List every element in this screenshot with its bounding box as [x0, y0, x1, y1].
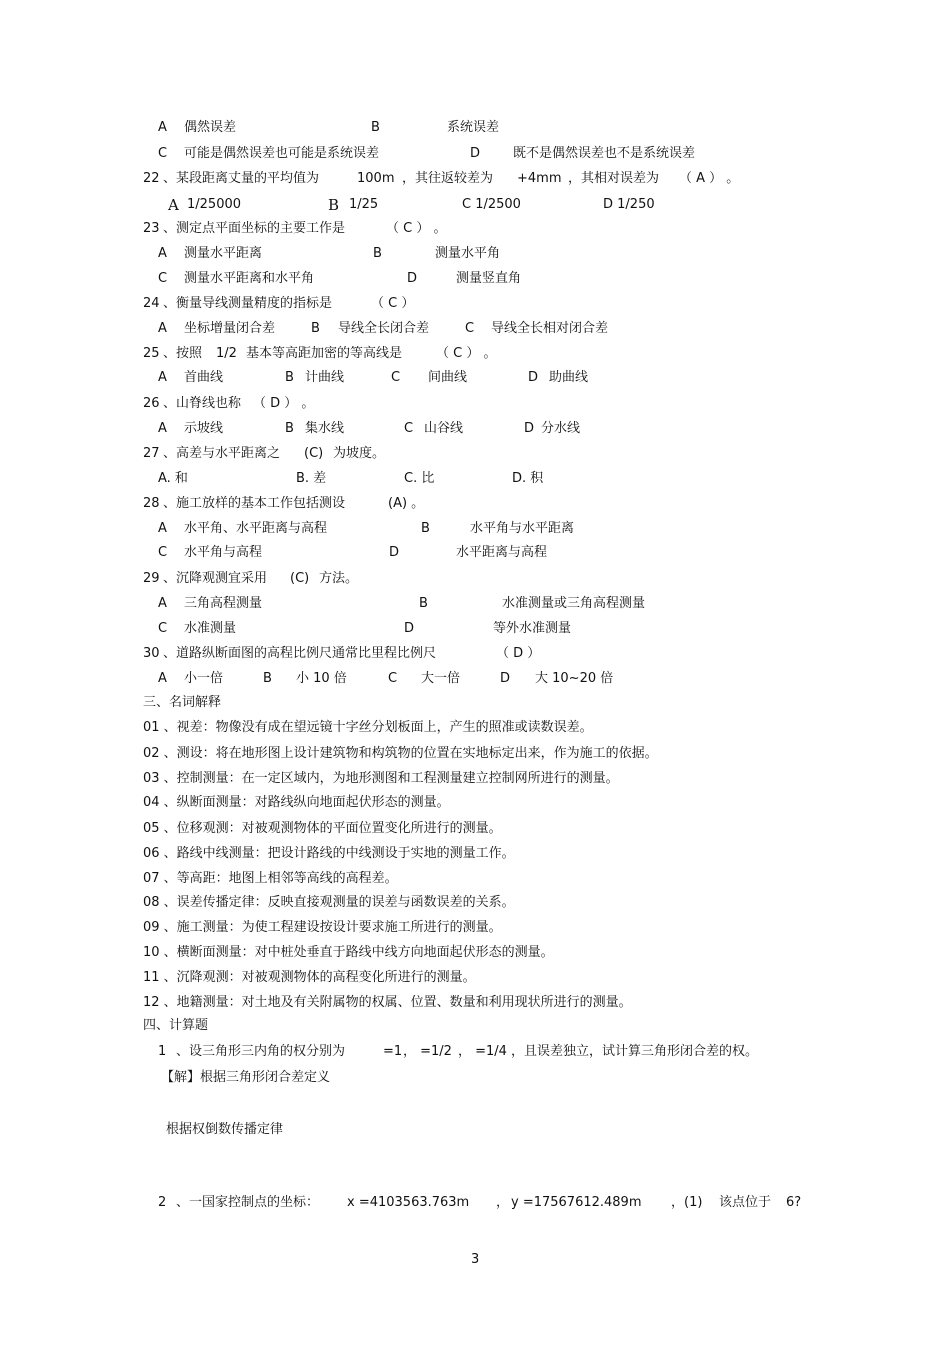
option-text: 测量水平距离	[184, 246, 263, 261]
option-d: D. 积	[512, 471, 544, 486]
term-definition: 08 、误差传播定律：反映直接观测量的误差与函数误差的关系。	[143, 895, 515, 910]
question-stem: 、某段距离丈量的平均值为	[163, 171, 320, 186]
option-text: 坐标增量闭合差	[184, 321, 276, 336]
option-c: C 1/2500	[462, 197, 521, 212]
value: 100m	[357, 171, 395, 186]
coordinate-x: x =4103563.763m	[347, 1195, 470, 1210]
option-key: A	[158, 421, 167, 436]
answer: （ D ）	[496, 646, 541, 661]
question-number: 27	[143, 446, 160, 461]
question-stem: 、衡量导线测量精度的指标是	[163, 296, 333, 311]
term-definition: 04 、纵断面测量：对路线纵向地面起伏形态的测量。	[143, 795, 450, 810]
answer: （ C ） 。	[436, 346, 497, 361]
term-definition: 03 、控制测量：在一定区域内，为地形测图和工程测量建立控制网所进行的测量。	[143, 771, 619, 786]
coordinate-y: y =17567612.489m	[511, 1195, 642, 1210]
option-text: 可能是偶然误差也可能是系统误差	[184, 146, 380, 161]
option-key: D	[404, 621, 415, 636]
term-definition: 10 、横断面测量：对中桩处垂直于路线中线方向地面起伏形态的测量。	[143, 945, 554, 960]
answer: （ A ） 。	[679, 171, 740, 186]
question-stem: 、高差与水平距离之	[163, 446, 281, 461]
term-definition: 09 、施工测量：为使工程建设按设计要求施工所进行的测量。	[143, 920, 502, 935]
option-text: 三角高程测量	[184, 596, 263, 611]
question-stem: 为坡度。	[333, 446, 386, 461]
question-stem: 、施工放样的基本工作包括测设	[163, 496, 346, 511]
option-key: A	[158, 370, 167, 385]
option-text: 小 10 倍	[296, 671, 347, 686]
problem-text: 6?	[786, 1195, 802, 1210]
option-d: D 1/250	[603, 197, 655, 212]
option-text: 水准测量	[184, 621, 237, 636]
question-stem: 基本等高距加密的等高线是	[246, 346, 403, 361]
option-key: B	[373, 246, 382, 261]
term-definition: 11 、沉降观测：对被观测物体的高程变化所进行的测量。	[143, 970, 476, 985]
option-key: B	[263, 671, 272, 686]
question-stem: 、道路纵断面图的高程比例尺通常比里程比例尺	[163, 646, 437, 661]
option-key: C	[158, 545, 168, 560]
problem-text: ，(1)	[671, 1195, 703, 1210]
solution-label: 【解】根据三角形闭合差定义	[161, 1070, 331, 1085]
option-key: C	[158, 146, 168, 161]
option-text: 测量水平角	[435, 246, 501, 261]
option-text: 等外水准测量	[493, 621, 572, 636]
solution-rule: 根据权倒数传播定律	[166, 1122, 284, 1137]
option-text: 小一倍	[184, 671, 224, 686]
question-stem: ，其相对误差为	[568, 171, 660, 186]
option-text: 1/25	[349, 197, 379, 212]
problem-text: 、一国家控制点的坐标：	[176, 1195, 320, 1210]
option-key: C	[465, 321, 475, 336]
question-number: 24	[143, 296, 160, 311]
term-definition: 02 、测设：将在地形图上设计建筑物和构筑物的位置在实地标定出来，作为施工的依据。	[143, 746, 658, 761]
section-heading-terms: 三、名词解释	[143, 695, 222, 710]
answer: （ C ）	[371, 296, 415, 311]
option-key: D	[500, 671, 511, 686]
option-text: 示坡线	[184, 421, 224, 436]
option-key: A	[158, 671, 167, 686]
answer: （ C ） 。	[386, 221, 447, 236]
option-text: 山谷线	[424, 421, 464, 436]
problem-number: 2	[158, 1195, 167, 1210]
term-definition: 12 、地籍测量：对土地及有关附属物的权属、位置、数量和利用现状所进行的测量。	[143, 995, 632, 1010]
question-number: 28	[143, 496, 160, 511]
value: ， =1/2	[403, 1044, 452, 1059]
option-text: 导线全长闭合差	[338, 321, 430, 336]
question-number: 22	[143, 171, 160, 186]
option-a: A. 和	[158, 471, 188, 486]
option-text: 首曲线	[184, 370, 224, 385]
option-text: 系统误差	[447, 120, 500, 135]
option-text: 偶然误差	[184, 120, 237, 135]
value: +4mm	[517, 171, 562, 186]
option-key: C	[404, 421, 414, 436]
option-key: D	[407, 271, 418, 286]
option-key: D	[470, 146, 481, 161]
option-key: C	[388, 671, 398, 686]
option-text: 集水线	[305, 421, 345, 436]
option-text: 测量水平距离和水平角	[184, 271, 315, 286]
option-key: B	[328, 196, 340, 214]
option-key: C	[158, 271, 168, 286]
option-key: A	[158, 246, 167, 261]
answer: (C)	[304, 446, 324, 461]
question-number: 23	[143, 221, 160, 236]
option-text: 大 10~20 倍	[535, 671, 614, 686]
option-key: B	[285, 421, 294, 436]
question-number: 29	[143, 571, 160, 586]
option-text: 计曲线	[305, 370, 345, 385]
option-text: 测量竖直角	[456, 271, 522, 286]
option-text: 水平角与高程	[184, 545, 263, 560]
option-key: B	[311, 321, 320, 336]
option-key: A	[158, 321, 167, 336]
term-definition: 01 、视差：物像没有成在望远镜十字丝分划板面上，产生的照准或读数误差。	[143, 720, 593, 735]
question-number: 26	[143, 396, 160, 411]
answer: (A) 。	[388, 496, 425, 511]
problem-text: 该点位于	[719, 1195, 772, 1210]
value: ， =1/4	[458, 1044, 507, 1059]
option-b: B. 差	[296, 471, 327, 486]
term-definition: 05 、位移观测：对被观测物体的平面位置变化所进行的测量。	[143, 821, 502, 836]
option-text: 水准测量或三角高程测量	[502, 596, 646, 611]
question-number: 30	[143, 646, 160, 661]
question-stem: ，其往返较差为	[402, 171, 494, 186]
question-stem: 方法。	[319, 571, 359, 586]
option-text: 导线全长相对闭合差	[491, 321, 609, 336]
option-key: A	[158, 120, 167, 135]
option-text: 水平角与水平距离	[470, 521, 575, 536]
option-text: 助曲线	[549, 370, 589, 385]
option-key: D	[389, 545, 400, 560]
value: =1	[383, 1044, 403, 1059]
option-text: 间曲线	[428, 370, 468, 385]
option-text: 既不是偶然误差也不是系统误差	[513, 146, 696, 161]
question-stem: 、按照	[163, 346, 203, 361]
option-text: 1/25000	[187, 197, 242, 212]
option-c: C. 比	[404, 471, 435, 486]
option-key: C	[158, 621, 168, 636]
option-key: A	[168, 196, 179, 214]
problem-text: 、设三角形三内角的权分别为	[176, 1044, 346, 1059]
option-key: B	[371, 120, 380, 135]
answer: （ D ） 。	[253, 396, 315, 411]
question-stem: 、沉降观测宜采用	[163, 571, 268, 586]
problem-text: ，且误差独立，试计算三角形闭合差的权。	[511, 1044, 759, 1059]
option-text: 大一倍	[421, 671, 461, 686]
term-definition: 06 、路线中线测量：把设计路线的中线测设于实地的测量工作。	[143, 846, 515, 861]
question-stem: 、测定点平面坐标的主要工作是	[163, 221, 346, 236]
option-text: 水平距离与高程	[456, 545, 548, 560]
separator: ，	[496, 1195, 510, 1210]
answer: (C)	[290, 571, 310, 586]
option-key: B	[285, 370, 294, 385]
option-key: A	[158, 596, 167, 611]
page-number: 3	[471, 1252, 480, 1267]
value: 1/2	[216, 346, 237, 361]
option-key: D	[528, 370, 539, 385]
option-text: 水平角、水平距离与高程	[184, 521, 328, 536]
question-number: 25	[143, 346, 160, 361]
option-text: 分水线	[541, 421, 581, 436]
question-stem: 、山脊线也称	[163, 396, 242, 411]
option-key: C	[391, 370, 401, 385]
option-key: B	[419, 596, 428, 611]
section-heading-calc: 四、计算题	[143, 1018, 209, 1033]
option-key: D	[524, 421, 535, 436]
problem-number: 1	[158, 1044, 167, 1059]
option-key: A	[158, 521, 167, 536]
term-definition: 07 、等高距：地图上相邻等高线的高程差。	[143, 871, 398, 886]
option-key: B	[421, 521, 430, 536]
